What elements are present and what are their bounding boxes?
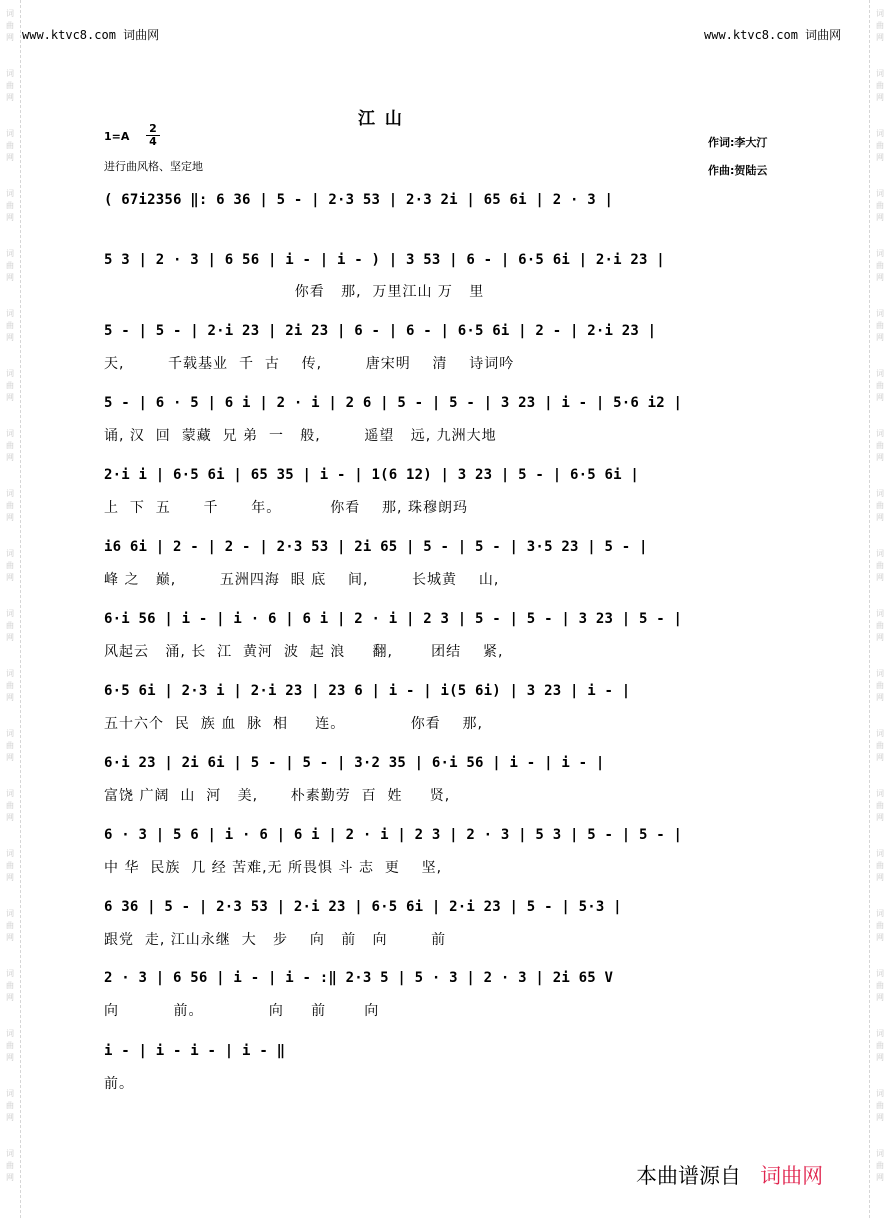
watermark-char: 词 xyxy=(876,9,884,18)
notation-line-4 xyxy=(104,393,784,417)
watermark-char: 曲 xyxy=(6,261,14,270)
watermark-char: 词 xyxy=(6,1089,14,1098)
watermark-char: 网 xyxy=(6,1113,14,1122)
watermark-char: 网 xyxy=(6,813,14,822)
watermark-char: 词 xyxy=(6,129,14,138)
watermark-char: 词 xyxy=(6,189,14,198)
watermark-char: 曲 xyxy=(6,921,14,930)
lyric-line-10: 中 华 民族 几 经 苦难,无 所畏惧 斗 志 更 坚, xyxy=(104,860,443,876)
watermark-char: 网 xyxy=(6,213,14,222)
watermark-char: 词 xyxy=(6,489,14,498)
watermark-char: 词 xyxy=(876,249,884,258)
notation-line-3 xyxy=(104,321,784,345)
notation-line-13 xyxy=(104,1041,784,1065)
lyric-line-4: 诵, 汉 回 蒙藏 兄 弟 一 般, 遥望 远, 九洲大地 xyxy=(104,428,497,444)
watermark-char: 曲 xyxy=(876,1041,884,1050)
watermark-char: 网 xyxy=(876,153,884,162)
watermark-char: 词 xyxy=(876,729,884,738)
watermark-char: 词 xyxy=(6,69,14,78)
watermark-char: 词 xyxy=(876,609,884,618)
watermark-char: 网 xyxy=(876,513,884,522)
watermark-char: 网 xyxy=(6,93,14,102)
watermark-char: 词 xyxy=(6,249,14,258)
watermark-char: 词 xyxy=(876,549,884,558)
watermark-char: 网 xyxy=(6,153,14,162)
left-watermark-strip xyxy=(0,0,21,1218)
watermark-char: 网 xyxy=(876,1053,884,1062)
watermark-char: 网 xyxy=(876,93,884,102)
watermark-char: 网 xyxy=(6,873,14,882)
watermark-char: 网 xyxy=(876,333,884,342)
watermark-char: 网 xyxy=(6,573,14,582)
watermark-char: 网 xyxy=(876,813,884,822)
header-right xyxy=(704,26,841,43)
watermark-char: 词 xyxy=(876,369,884,378)
source-footer xyxy=(636,1160,823,1190)
watermark-char: 网 xyxy=(6,453,14,462)
notation-line-11-text: 6 36 | 5 - | 2·3 53 | 2·i 23 | 6·5 6i | 2·i 23 | 5 - | 5·3 | xyxy=(104,899,622,915)
time-signature-bottom: 4 xyxy=(146,135,160,148)
watermark-char: 网 xyxy=(6,993,14,1002)
header-left-site-name: 词曲网 xyxy=(123,28,160,42)
watermark-char: 词 xyxy=(6,309,14,318)
notation-line-1-text: ( 67i2356 ‖: 6 36 | 5 - | 2·3 53 | 2·3 2i | 65 6i | 2 · 3 | xyxy=(104,192,614,208)
notation-line-3-text: 5 - | 5 - | 2·i 23 | 2i 23 | 6 - | 6 - | 6·5 6i | 2 - | 2·i 23 | xyxy=(104,323,657,339)
watermark-char: 网 xyxy=(876,873,884,882)
watermark-char: 词 xyxy=(876,909,884,918)
watermark-char: 网 xyxy=(876,33,884,42)
watermark-char: 词 xyxy=(876,429,884,438)
watermark-char: 曲 xyxy=(6,621,14,630)
watermark-char: 词 xyxy=(6,549,14,558)
watermark-char: 网 xyxy=(876,1113,884,1122)
notation-line-9-text: 6·i 23 | 2i 6i | 5 - | 5 - | 3·2 35 | 6·i 56 | i - | i - | xyxy=(104,755,605,771)
watermark-char: 词 xyxy=(876,969,884,978)
source-site-link[interactable]: 词曲网 xyxy=(760,1164,824,1188)
notation-line-12-text: 2 · 3 | 6 56 | i - | i - :‖ 2·3 5 | 5 · 3 | 2 · 3 | 2i 65 V xyxy=(104,970,614,986)
watermark-char: 词 xyxy=(6,429,14,438)
notation-line-8 xyxy=(104,681,784,705)
watermark-char: 曲 xyxy=(876,681,884,690)
lyric-line-3: 天, 千载基业 千 古 传, 唐宋明 清 诗词吟 xyxy=(104,356,515,372)
watermark-char: 网 xyxy=(6,693,14,702)
watermark-char: 曲 xyxy=(6,741,14,750)
watermark-char: 词 xyxy=(6,369,14,378)
watermark-char: 网 xyxy=(6,633,14,642)
watermark-char: 词 xyxy=(6,669,14,678)
notation-line-11 xyxy=(104,897,784,921)
watermark-char: 网 xyxy=(876,633,884,642)
watermark-char: 曲 xyxy=(876,201,884,210)
lyric-line-2: 你看 那, 万里江山 万 里 xyxy=(104,284,485,300)
header-right-url[interactable]: www.ktvc8.com xyxy=(704,28,798,42)
watermark-char: 网 xyxy=(876,213,884,222)
watermark-char: 网 xyxy=(876,933,884,942)
key-signature: 1=A xyxy=(104,130,130,143)
watermark-char: 曲 xyxy=(6,141,14,150)
watermark-char: 词 xyxy=(876,189,884,198)
watermark-char: 网 xyxy=(6,393,14,402)
watermark-char: 词 xyxy=(876,309,884,318)
performance-style: 进行曲风格、坚定地 xyxy=(104,160,203,173)
lyricist-credit: 作词:李大汀 xyxy=(708,136,768,149)
watermark-char: 词 xyxy=(876,69,884,78)
watermark-char: 曲 xyxy=(876,1101,884,1110)
watermark-char: 曲 xyxy=(876,501,884,510)
song-title: 江 山 xyxy=(358,109,404,129)
watermark-char: 曲 xyxy=(6,801,14,810)
right-watermark-strip xyxy=(869,0,890,1218)
watermark-char: 网 xyxy=(6,753,14,762)
watermark-char: 曲 xyxy=(876,321,884,330)
watermark-char: 词 xyxy=(876,849,884,858)
watermark-char: 曲 xyxy=(876,21,884,30)
lyric-line-11: 跟党 走, 江山永继 大 步 向 前 向 前 xyxy=(104,932,447,948)
watermark-char: 网 xyxy=(876,993,884,1002)
watermark-char: 网 xyxy=(876,393,884,402)
lyric-line-6: 峰 之 巅, 五洲四海 眼 底 间, 长城黄 山, xyxy=(104,572,500,588)
watermark-char: 词 xyxy=(6,9,14,18)
watermark-char: 词 xyxy=(6,1149,14,1158)
watermark-char: 曲 xyxy=(6,321,14,330)
notation-line-5 xyxy=(104,465,784,489)
watermark-char: 曲 xyxy=(876,741,884,750)
notation-line-6 xyxy=(104,537,784,561)
watermark-char: 词 xyxy=(6,729,14,738)
notation-line-1 xyxy=(104,190,784,214)
notation-line-2 xyxy=(104,250,784,274)
watermark-char: 词 xyxy=(876,789,884,798)
time-signature xyxy=(146,123,160,148)
watermark-char: 网 xyxy=(6,1173,14,1182)
watermark-char: 曲 xyxy=(6,501,14,510)
watermark-char: 网 xyxy=(6,1053,14,1062)
watermark-char: 曲 xyxy=(6,981,14,990)
header-right-site-name: 词曲网 xyxy=(805,28,842,42)
watermark-char: 曲 xyxy=(6,1101,14,1110)
composer-credit: 作曲:贺陆云 xyxy=(708,164,768,177)
lyric-line-12: 向 前。 向 前 向 xyxy=(104,1003,380,1019)
watermark-char: 词 xyxy=(876,669,884,678)
notation-line-7 xyxy=(104,609,784,633)
watermark-char: 曲 xyxy=(6,1041,14,1050)
source-label: 本曲谱源自 xyxy=(636,1164,741,1188)
lyric-line-5: 上 下 五 千 年。 你看 那, 珠穆朗玛 xyxy=(104,500,468,516)
watermark-char: 词 xyxy=(6,909,14,918)
watermark-char: 词 xyxy=(6,849,14,858)
watermark-char: 曲 xyxy=(876,1161,884,1170)
watermark-char: 曲 xyxy=(6,201,14,210)
watermark-char: 曲 xyxy=(876,261,884,270)
watermark-char: 曲 xyxy=(876,381,884,390)
notation-line-10-text: 6 · 3 | 5 6 | i · 6 | 6 i | 2 · i | 2 3 | 2 · 3 | 5 3 | 5 - | 5 - | xyxy=(104,827,683,843)
time-signature-top: 2 xyxy=(149,122,157,135)
watermark-char: 网 xyxy=(876,453,884,462)
lyric-line-13: 前。 xyxy=(104,1076,134,1092)
watermark-char: 网 xyxy=(6,33,14,42)
watermark-char: 网 xyxy=(876,753,884,762)
watermark-char: 网 xyxy=(6,273,14,282)
watermark-char: 网 xyxy=(876,573,884,582)
watermark-char: 曲 xyxy=(6,441,14,450)
notation-line-4-text: 5 - | 6 · 5 | 6 i | 2 · i | 2 6 | 5 - | 5 - | 3 23 | i - | 5·6 i2 | xyxy=(104,395,683,411)
watermark-char: 词 xyxy=(876,129,884,138)
lyric-line-8: 五十六个 民 族 血 脉 相 连。 你看 那, xyxy=(104,716,483,732)
watermark-char: 曲 xyxy=(876,921,884,930)
watermark-char: 曲 xyxy=(6,681,14,690)
watermark-char: 曲 xyxy=(6,861,14,870)
notation-line-13-text: i - | i - i - | i - ‖ xyxy=(104,1043,286,1059)
lyric-line-7: 风起云 涌, 长 江 黄河 波 起 浪 翻, 团结 紧, xyxy=(104,644,504,660)
header-left xyxy=(22,26,159,43)
watermark-char: 网 xyxy=(6,333,14,342)
watermark-char: 网 xyxy=(876,693,884,702)
watermark-char: 词 xyxy=(6,969,14,978)
header-left-url[interactable]: www.ktvc8.com xyxy=(22,28,116,42)
watermark-char: 词 xyxy=(876,1149,884,1158)
watermark-char: 网 xyxy=(876,273,884,282)
notation-line-12 xyxy=(104,968,784,992)
watermark-char: 曲 xyxy=(6,561,14,570)
watermark-char: 曲 xyxy=(876,621,884,630)
watermark-char: 曲 xyxy=(876,81,884,90)
watermark-char: 曲 xyxy=(6,1161,14,1170)
watermark-char: 网 xyxy=(876,1173,884,1182)
notation-line-2-text: 5 3 | 2 · 3 | 6 56 | i - | i - ) | 3 53 | 6 - | 6·5 6i | 2·i 23 | xyxy=(104,252,665,268)
watermark-char: 曲 xyxy=(876,141,884,150)
watermark-char: 曲 xyxy=(6,81,14,90)
watermark-char: 曲 xyxy=(6,21,14,30)
watermark-char: 网 xyxy=(6,513,14,522)
watermark-char: 词 xyxy=(6,609,14,618)
watermark-char: 词 xyxy=(876,1029,884,1038)
watermark-char: 曲 xyxy=(6,381,14,390)
notation-line-6-text: i6 6i | 2 - | 2 - | 2·3 53 | 2i 65 | 5 - | 5 - | 3·5 23 | 5 - | xyxy=(104,539,648,555)
watermark-char: 曲 xyxy=(876,861,884,870)
watermark-char: 词 xyxy=(876,489,884,498)
notation-line-5-text: 2·i i | 6·5 6i | 65 35 | i - | 1(6 12) | 3 23 | 5 - | 6·5 6i | xyxy=(104,467,639,483)
watermark-char: 曲 xyxy=(876,441,884,450)
watermark-char: 曲 xyxy=(876,561,884,570)
notation-line-9 xyxy=(104,753,784,777)
notation-line-8-text: 6·5 6i | 2·3 i | 2·i 23 | 23 6 | i - | i(5 6i) | 3 23 | i - | xyxy=(104,683,631,699)
watermark-char: 词 xyxy=(6,1029,14,1038)
notation-line-7-text: 6·i 56 | i - | i · 6 | 6 i | 2 · i | 2 3 | 5 - | 5 - | 3 23 | 5 - | xyxy=(104,611,683,627)
watermark-char: 曲 xyxy=(876,801,884,810)
watermark-char: 曲 xyxy=(876,981,884,990)
notation-line-10 xyxy=(104,825,784,849)
watermark-char: 词 xyxy=(876,1089,884,1098)
watermark-char: 网 xyxy=(6,933,14,942)
watermark-char: 词 xyxy=(6,789,14,798)
lyric-line-9: 富饶 广阔 山 河 美, 朴素勤劳 百 姓 贤, xyxy=(104,788,451,804)
